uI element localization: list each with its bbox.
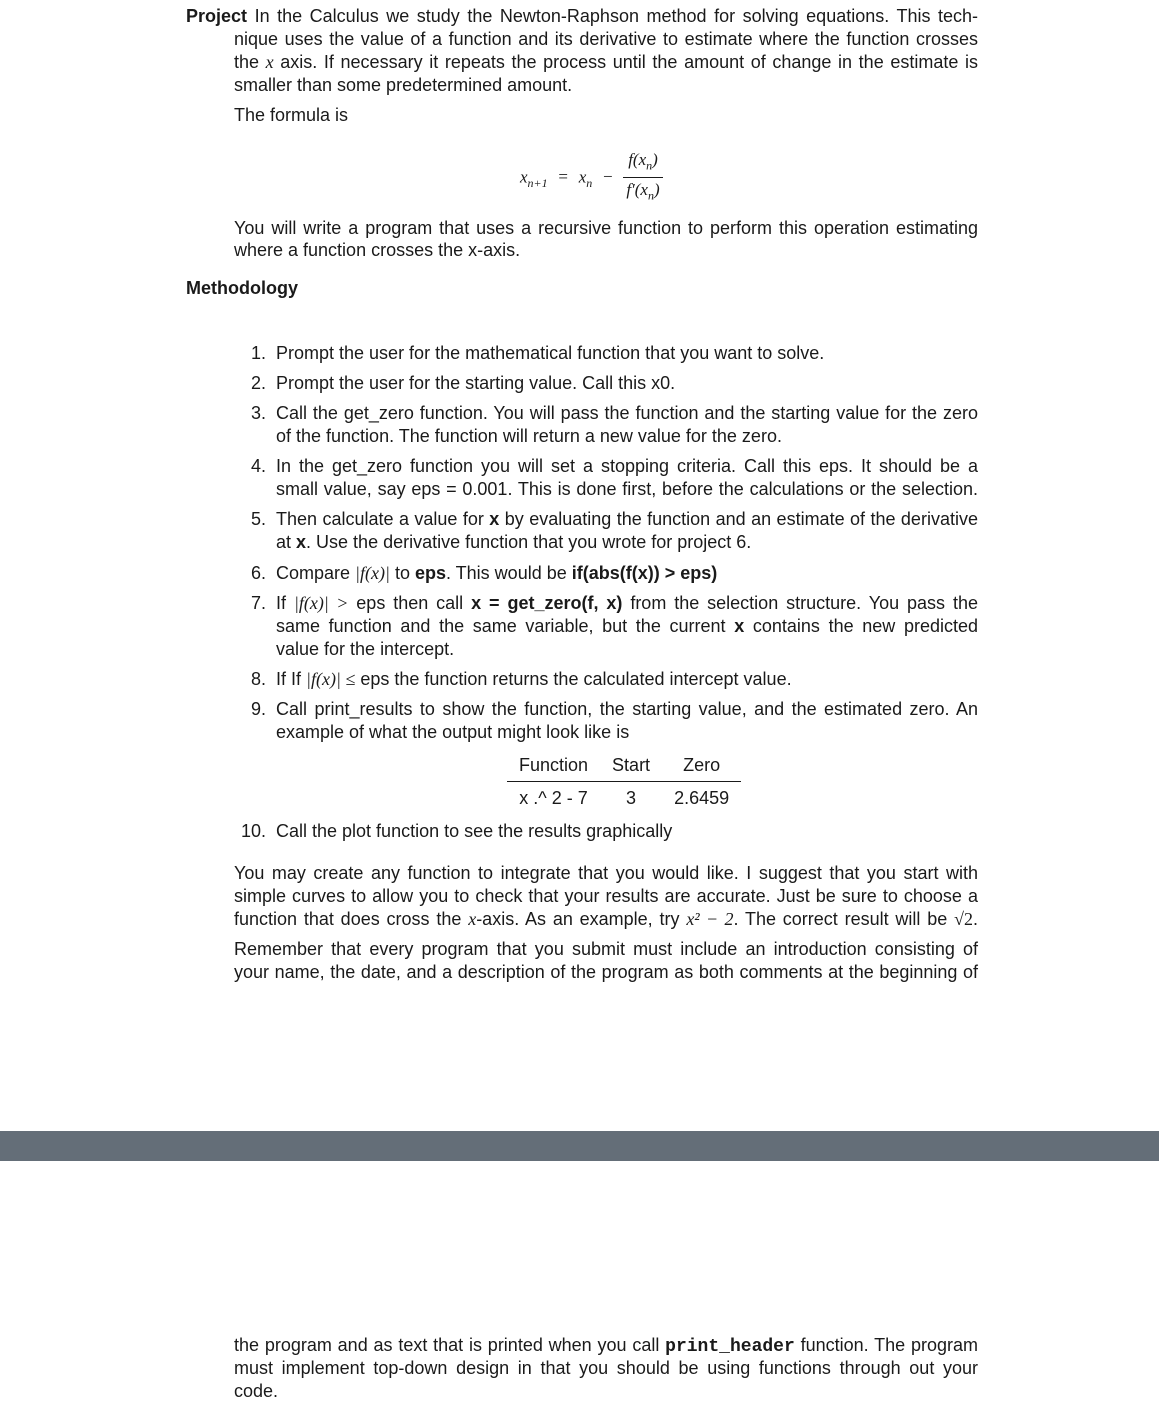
table-cell: 3: [626, 787, 637, 808]
newton-formula: $x_{n+1} = x_n$ − $\frac{f(x_n)}{f'(x_n)}$: [520, 150, 663, 206]
table-header-cell: Start: [600, 749, 662, 782]
closing-p3-line-1: the program and as text that is printed when you call print_header function. The program: [234, 1335, 978, 1357]
project-intro-line-4: smaller than some predetermined amount.: [234, 75, 573, 95]
example-output-table: [507, 749, 741, 814]
formula-intro: The formula is: [234, 105, 349, 125]
page-break-divider: [0, 1131, 1159, 1161]
table-row: [507, 782, 741, 815]
closing-p1-line-2: simple curves to allow you to check that your results are accurate. Just be sure to choose a: [234, 886, 978, 906]
table-header-cell: Function: [507, 749, 600, 782]
closing-p2-line-2: your name, the date, and a description of the program as both comments at the beginning of: [234, 962, 978, 982]
formula-denominator: $f'(x_n)$: [626, 180, 660, 203]
closing-p3-line-2: must implement top-down design in that you should be using functions through out your: [234, 1358, 978, 1378]
table-header-cell: Zero: [662, 749, 741, 782]
program-desc-line-2: where a function crosses the x-axis.: [234, 240, 521, 260]
formula-fraction: [623, 150, 662, 206]
closing-p1-line-3: function that does cross the x-axis. As an example, try x² − 2. The correct result will be √2.: [234, 909, 978, 929]
code-print-header: print_header: [665, 1337, 795, 1357]
table-cell: x .^ 2 - 7: [519, 787, 588, 808]
project-intro-line-3: the x axis. If necessary it repeats the process until the amount of change in the estimate is: [234, 52, 978, 72]
formula-numerator: $f(x_n)$: [623, 150, 662, 178]
project-intro-line-2: nique uses the value of a function and its derivative to estimate where the function crosses: [234, 29, 978, 49]
project-heading: Project: [186, 6, 248, 26]
closing-p2-line-1: Remember that every program that you submit must include an introduction consisting of: [234, 939, 978, 959]
project-intro-line-1: Project In the Calculus we study the Newton-Raphson method for solving equations. This tech-: [186, 6, 978, 26]
closing-p1-line-1: You may create any function to integrate that you would like. I suggest that you start with: [234, 863, 978, 883]
table-header-row: [507, 749, 741, 782]
closing-p3-line-3: code.: [234, 1381, 279, 1401]
methodology-heading: Methodology: [186, 278, 298, 298]
program-desc-line-1: You will write a program that uses a recursive function to perform this operation estimating: [234, 218, 978, 238]
table-cell: 2.6459: [674, 787, 730, 808]
